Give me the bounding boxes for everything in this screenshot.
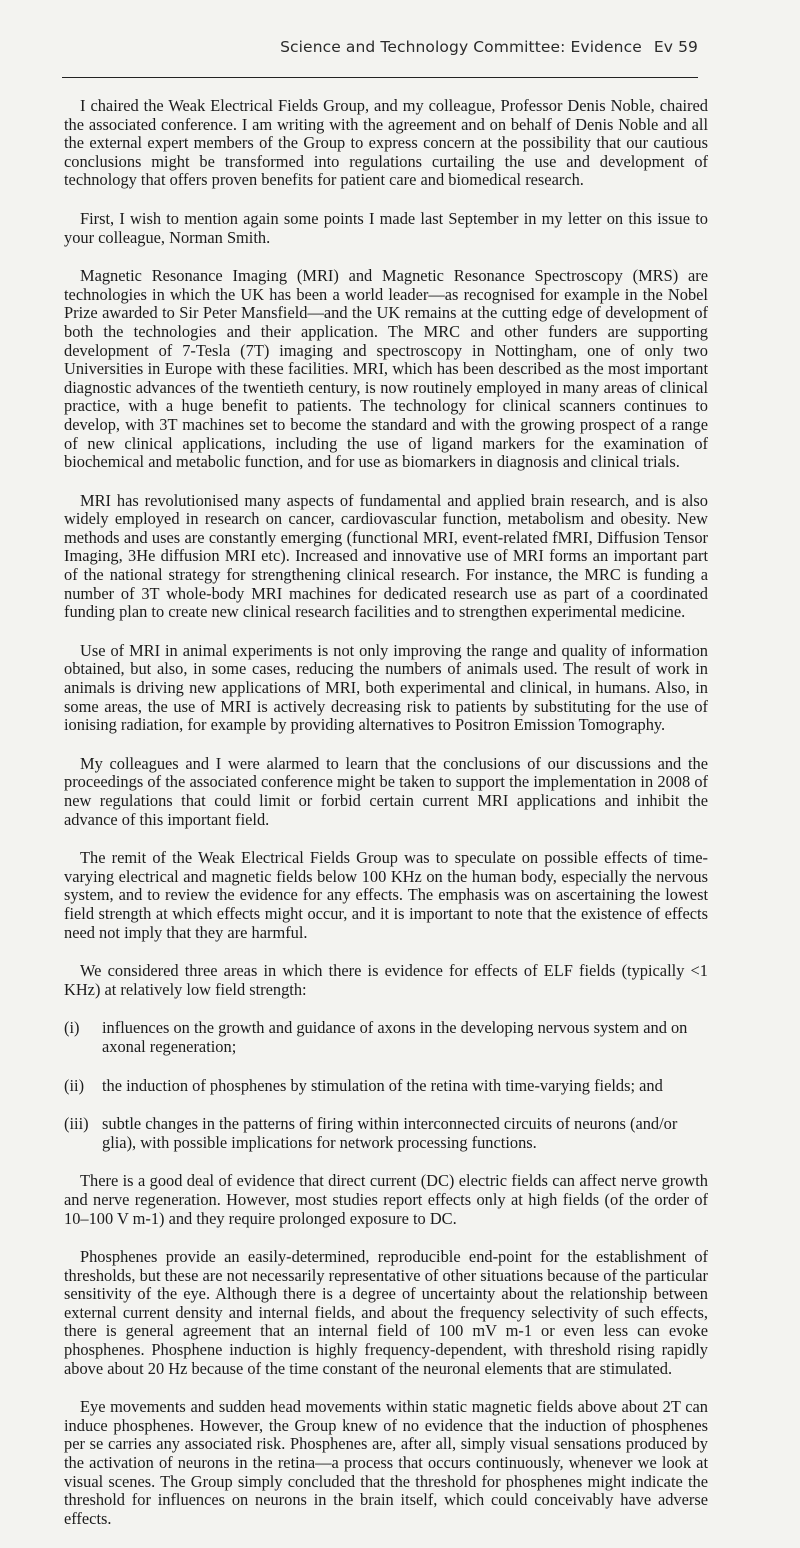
paragraph: Magnetic Resonance Imaging (MRI) and Magnetic Resonance Spectroscopy (MRS) are technologies in which the UK has been a world leader—as recognised for example in the Nobel Prize awarded to Sir Peter Mansfield—and the UK remains at the cutting edge of development of both the technologies and their application. The MRC and other funders are supporting development of 7-Tesla (7T) imaging and spectroscopy in Nottingham, one of only two Universities in Europe with these facilities. MRI, which has been described as the most important diagnostic advances of the twentieth century, is now routinely employed in many areas of clinical practice, with a huge benefit to patients. The technology for clinical scanners continues to develop, with 3T machines set to become the standard and with the growing prospect of a range of new clinical applications, including the use of ligand markers for the examination of biochemical and metabolic function, and for use as biomarkers in diagnosis and clinical trials. [64,266,708,472]
paragraph: The remit of the Weak Electrical Fields Group was to speculate on possible effects of time-varying electrical and magnetic fields below 100 KHz on the human body, especially the nervous system, and to review the evidence for any effects. The emphasis was on ascertaining the lowest field strength at which effects might occur, and it is important to note that the existence of effects need not imply that they are harmful. [64,848,708,942]
list-item [64,1019,708,1056]
list-item [64,1115,708,1152]
paragraph: My colleagues and I were alarmed to learn that the conclusions of our discussions and the proceedings of the associated conference might be taken to support the implementation in 2008 of new regulations that could limit or forbid certain current MRI applications and inhibit the advance of this important field. [64,753,708,829]
paragraph: First, I wish to mention again some points I made last September in my letter on this issue to your colleague, Norman Smith. [64,208,708,247]
paragraph: MRI has revolutionised many aspects of fundamental and applied brain research, and is also widely employed in research on cancer, cardiovascular function, metabolism and obesity. New methods and uses are constantly emerging (functional MRI, event-related fMRI, Diffusion Tensor Imaging, 3He diffusion MRI etc). Increased and innovative use of MRI forms an important part of the national strategy for strengthening clinical research. For instance, the MRC is funding a number of 3T whole-body MRI machines for dedicated research use as part of a coordinated funding plan to create new clinical research facilities and to strengthen experimental medicine. [64,490,708,622]
paragraph: There is a good deal of evidence that direct current (DC) electric fields can affect nerve growth and nerve regeneration. However, most studies report effects only at high fields (of the order of 10–100 V m-1) and they require prolonged exposure to DC. [64,1171,708,1228]
running-header [280,38,698,56]
list-marker: (iii) [64,1114,89,1134]
list-marker: (i) [64,1018,80,1038]
paragraph: Use of MRI in animal experiments is not only improving the range and quality of information obtained, but also, in some cases, reducing the numbers of animals used. The result of work in animals is driving new applications of MRI, both experimental and clinical, in humans. Also, in some areas, the use of MRI is actively decreasing risk to patients by substituting for the use of ionising radiation, for example by providing alternatives to Positron Emission Tomography. [64,640,708,735]
list-item [64,1077,708,1096]
evidence-areas-list [64,1019,708,1152]
header-rule [62,77,698,78]
list-item-text: influences on the growth and guidance of axons in the developing nervous system and on axonal regeneration; [102,1018,688,1056]
paragraph: We considered three areas in which there is evidence for effects of ELF fields (typically <1 KHz) at relatively low field strength: [64,961,708,999]
paragraph: Eye movements and sudden head movements within static magnetic fields above about 2T can induce phosphenes. However, the Group knew of no evidence that the induction of phosphenes per se carries any associated risk. Phosphenes are, after all, simply visual sensations produced by the activation of neurons in the retina—a process that occurs continuously, whenever we look at visual scenes. The Group simply concluded that the threshold for phosphenes might indicate the threshold for influences on neurons in the brain itself, which could conceivably have adverse effects. [64,1397,708,1528]
list-marker: (ii) [64,1075,85,1095]
list-item-text: the induction of phosphenes by stimulation of the retina with time-varying fields; and [102,1075,663,1095]
paragraph: I chaired the Weak Electrical Fields Group, and my colleague, Professor Denis Noble, chaired the associated conference. I am writing with the agreement and on behalf of Denis Noble and all the external expert members of the Group to express concern at the possibility that our cautious conclusions might be transformed into regulations curtailing the use and development of technology that offers proven benefits for patient care and biomedical research. [64,96,708,190]
paragraph: Phosphenes provide an easily-determined, reproducible end-point for the establishment of thresholds, but these are not necessarily representative of other situations because of the particular sensitivity of the eye. Although there is a degree of uncertainty about the relationship between external current density and internal fields, and about the frequency selectivity of such effects, there is general agreement that an internal field of 100 mV m-1 or even less can evoke phosphenes. Phosphene induction is highly frequency-dependent, with threshold rising rapidly above about 20 Hz because of the time constant of the neuronal elements that are stimulated. [64,1247,708,1378]
body-text [64,97,708,1548]
running-title: Science and Technology Committee: Evidence [280,38,642,56]
page-number: Ev 59 [653,38,698,56]
list-item-text: subtle changes in the patterns of firing within interconnected circuits of neurons (and/or glia), with possible implications for network processing functions. [102,1114,678,1152]
